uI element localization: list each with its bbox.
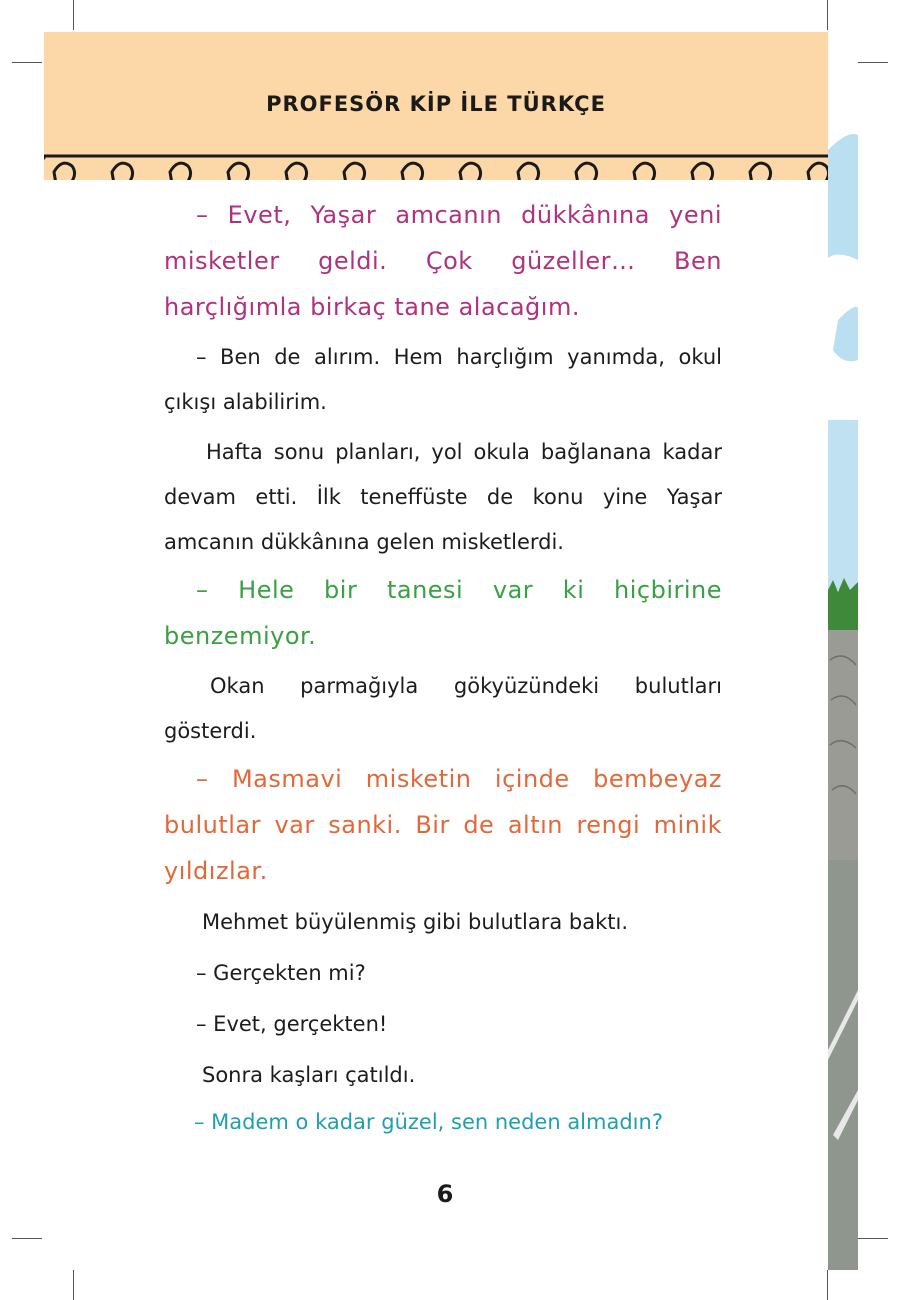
narration-paragraph: Mehmet büyülenmiş gibi bulutlara baktı. bbox=[202, 910, 628, 934]
narration-paragraph: Sonra kaşları çatıldı. bbox=[202, 1063, 416, 1087]
crop-mark-right-bottom bbox=[858, 1238, 888, 1239]
dialogue-paragraph: – Ben de alırım. Hem harçlığım yanımda, okul çıkışı alabilirim. bbox=[164, 345, 722, 414]
narration-paragraph: Okan parmağıyla gökyüzündeki bulutları gösterdi. bbox=[164, 674, 722, 743]
crop-mark-bottom-left bbox=[73, 1270, 74, 1300]
crop-mark-left-bottom bbox=[12, 1238, 42, 1239]
dialogue-paragraph: – Gerçekten mi? bbox=[196, 961, 366, 985]
dialogue-paragraph: – Madem o kadar güzel, sen neden almadın? bbox=[194, 1110, 663, 1134]
header-title: PROFESÖR KİP İLE TÜRKÇE bbox=[266, 92, 606, 116]
dialogue-paragraph: – Masmavi misketin içinde bembeyaz bulutlar var sanki. Bir de altın rengi minik yıldızlar. bbox=[164, 765, 722, 885]
narration-paragraph: Hafta sonu planları, yol okula bağlanana kadar devam etti. İlk teneffüste de konu yine Yaşar amcanın dükkânına gelen misketlerdi. bbox=[164, 440, 722, 554]
crop-mark-right-top bbox=[858, 62, 888, 63]
story-text bbox=[164, 192, 722, 1145]
crop-mark-bottom-right bbox=[827, 1270, 828, 1300]
crop-mark-top-left bbox=[73, 0, 74, 30]
page-number: 6 bbox=[436, 1180, 454, 1208]
dialogue-paragraph: – Hele bir tanesi var ki hiçbirine benzemiyor. bbox=[164, 576, 722, 650]
page-header bbox=[44, 32, 828, 180]
crop-mark-left-top bbox=[12, 62, 42, 63]
spiral-binding-icon bbox=[44, 150, 828, 180]
spiral-loop-path bbox=[44, 158, 828, 180]
dialogue-paragraph: – Evet, Yaşar amcanın dükkânına yeni misketler geldi. Çok güzeller… Ben harçlığımla birkaç tane alacağım. bbox=[164, 201, 722, 321]
side-illustration bbox=[828, 0, 858, 1270]
dialogue-paragraph: – Evet, gerçekten! bbox=[196, 1012, 388, 1036]
